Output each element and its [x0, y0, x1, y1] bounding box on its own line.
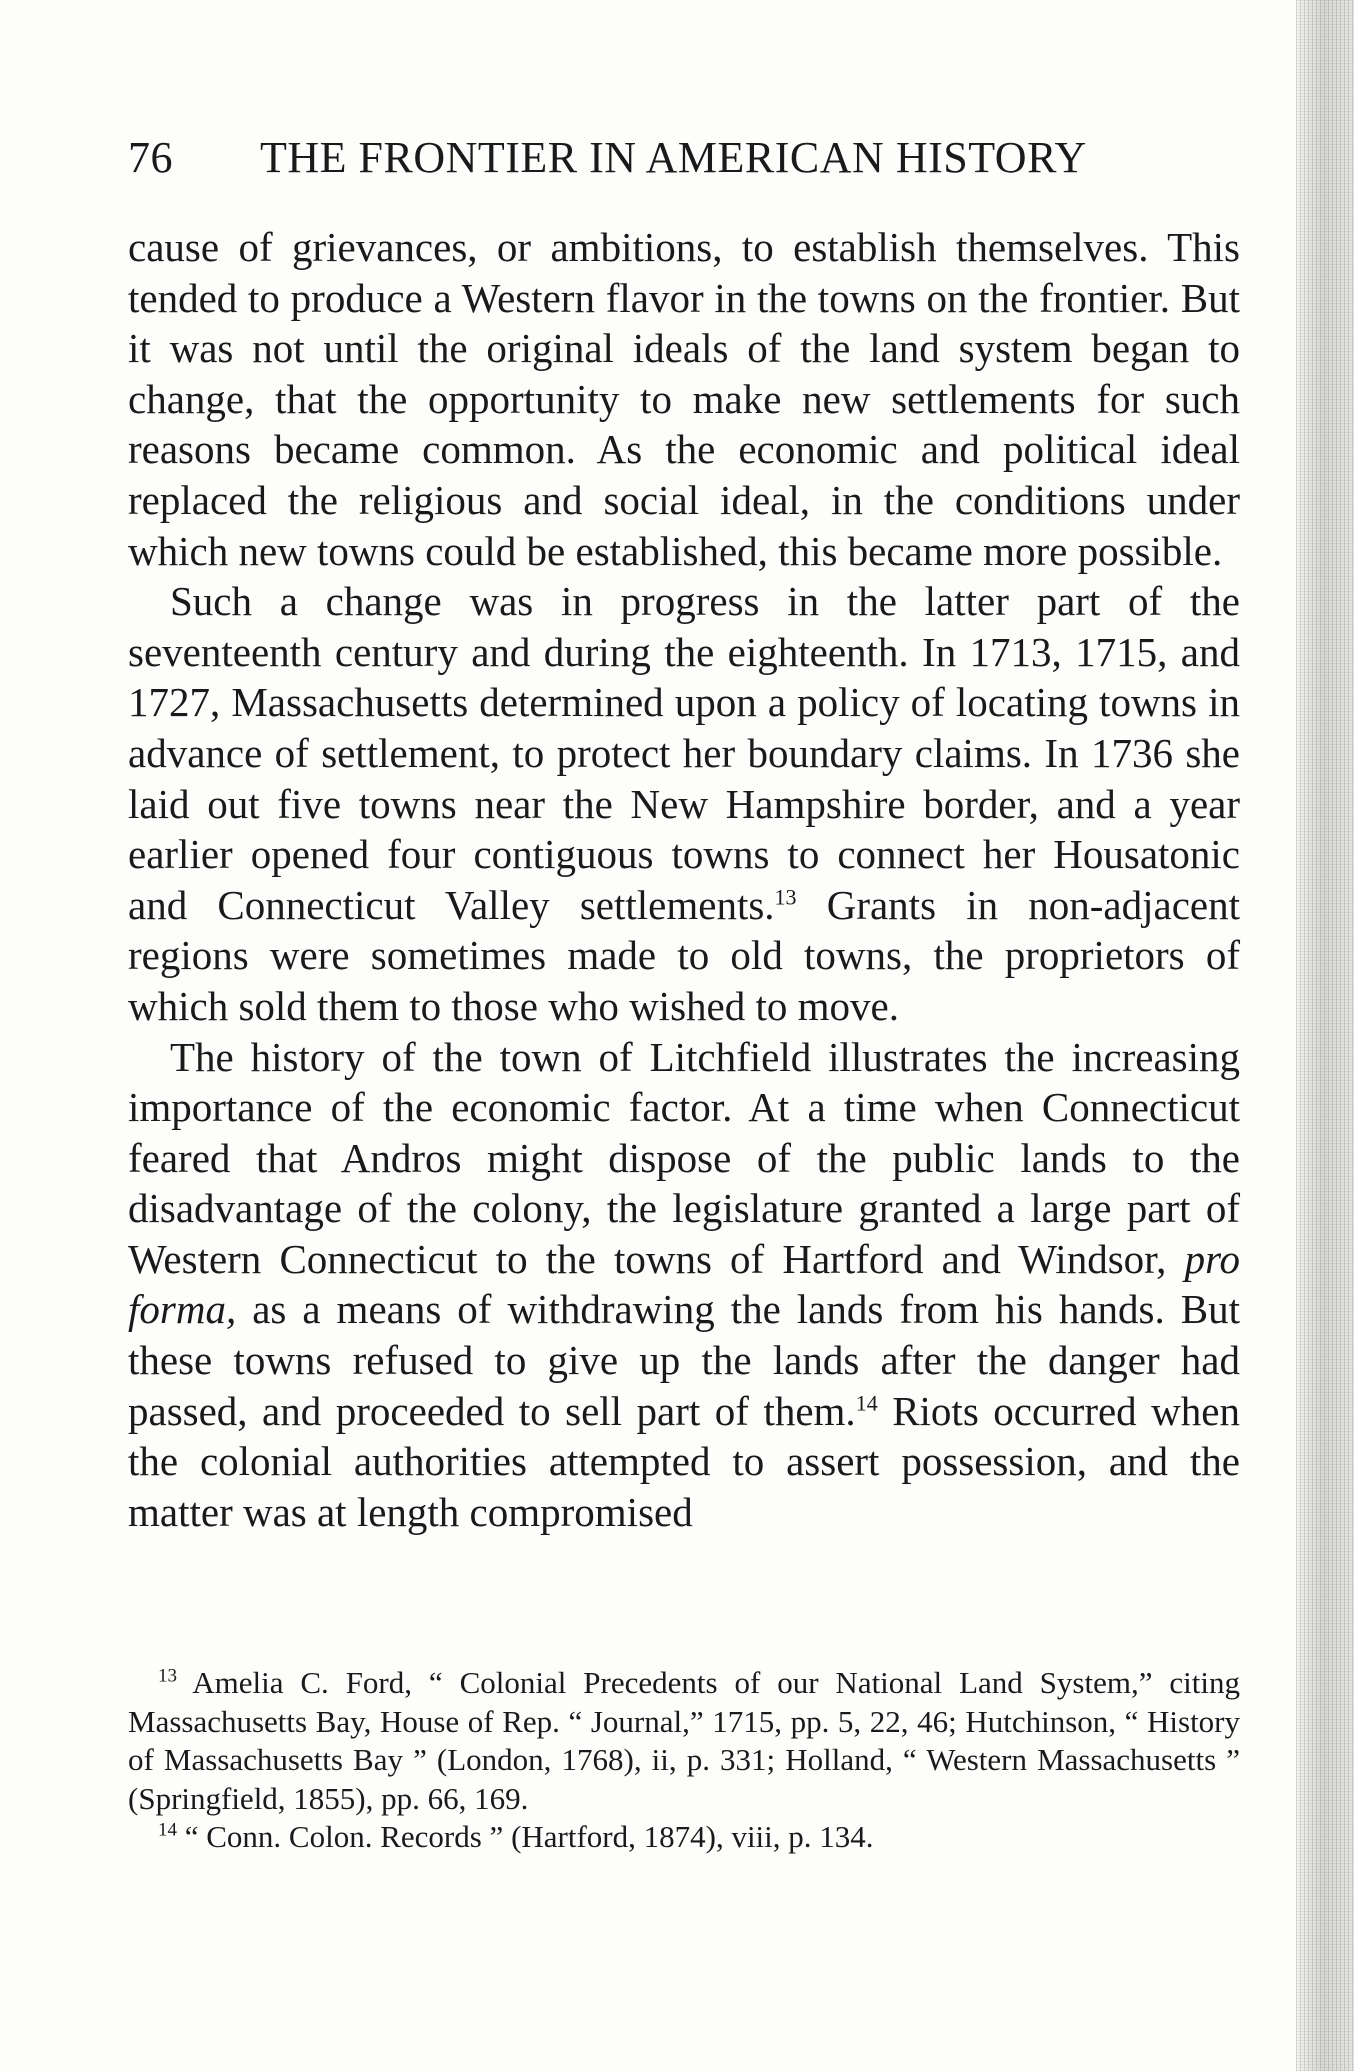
footnote-14: [128, 1818, 1240, 1857]
paragraph-3-text-c: Riots occurred when the colonial authorities attempted to assert possession, and the matter was at length compromised: [128, 1387, 1240, 1535]
paragraph-3-italic: pro forma,: [128, 1235, 1240, 1333]
running-header: [128, 128, 1238, 188]
footnote-13-mark: 13: [158, 1665, 177, 1687]
paragraph-2-tail: Grants in non-adjacent regions were sometimes made to old towns, the proprietors of which sold them to those who wished to move.: [128, 881, 1240, 1029]
footnote-14-text: “ Conn. Colon. Records ” (Hartford, 1874), viii, p. 134.: [184, 1819, 874, 1854]
body-text: [128, 222, 1240, 1537]
paragraph-3: [128, 1032, 1240, 1538]
page-edge-shadow: [1296, 0, 1354, 2071]
paragraph-2-text: Such a change was in progress in the latter part of the seventeenth century and during the eighteenth. In 1713, 1715, and 1727, Massachusetts determined upon a policy of locating towns in advance of settlement, to protect her boundary claims. In 1736 she laid out five towns near the New Hampshire border, and a year earlier opened four contiguous towns to connect her Housatonic and Connecticut Valley settlements.: [128, 578, 1240, 928]
paragraph-2: [128, 576, 1240, 1031]
footnote-ref-13: 13: [774, 884, 797, 910]
running-title: THE FRONTIER IN AMERICAN HISTORY: [260, 133, 1087, 182]
footnote-13: [128, 1664, 1240, 1818]
footnote-14-mark: 14: [158, 1819, 177, 1841]
footnotes: [128, 1664, 1240, 1857]
footnote-ref-14: 14: [855, 1390, 878, 1415]
page-number: 76: [128, 133, 173, 182]
footnote-13-text: Amelia C. Ford, “ Colonial Precedents of our National Land System,” citing Massachusetts Bay, House of Rep. “ Journal,” 1715, pp. 5, 22, 46; Hutchinson, “ History of Massachusetts Bay ” (London, 1768), ii, p. 331; Holland, “ Western Massachusetts ” (Springfield, 1855), pp. 66, 169.: [128, 1665, 1240, 1816]
paragraph-1: cause of grievances, or ambitions, to establish themselves. This tended to produce a Western flavor in the towns on the frontier. But it was not until the original ideals of the land system began to change, that the opportunity to make new settlements for such reasons became common. As the economic and political ideal replaced the religious and social ideal, in the conditions under which new towns could be established, this became more possible.: [128, 224, 1240, 574]
paragraph-3-text-a: The history of the town of Litchfield illustrates the increasing importance of the economic factor. At a time when Connecticut feared that Andros might dispose of the public lands to the disadvantage of the colony, the legislature granted a large part of Western Connecticut to the towns of Hartford and Windsor,: [128, 1033, 1240, 1282]
paragraph-3-text-b: as a means of withdrawing the lands from his hands. But these towns refused to give up the lands after the danger had passed, and proceeded to sell part of them.: [128, 1286, 1240, 1434]
